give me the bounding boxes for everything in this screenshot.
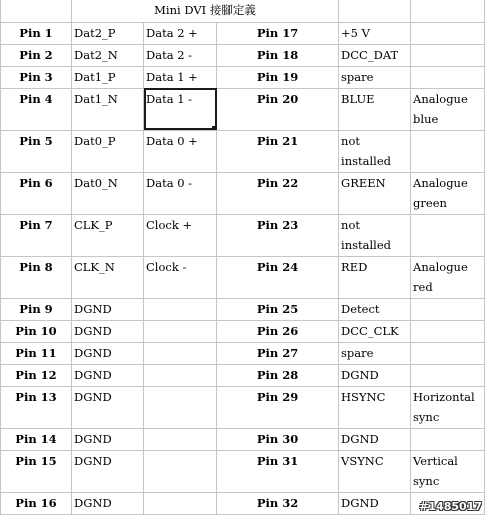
pin-number-left[interactable]: Pin 14 bbox=[1, 428, 72, 450]
signal-left[interactable]: DGND bbox=[72, 492, 144, 514]
signal-right[interactable]: DCC_DAT bbox=[339, 44, 411, 66]
fill-handle[interactable] bbox=[212, 126, 217, 131]
description-left[interactable]: Data 2 - bbox=[144, 44, 217, 66]
signal-left[interactable]: Dat1_P bbox=[72, 66, 144, 88]
signal-right[interactable]: not installed bbox=[339, 130, 411, 172]
pin-number-left[interactable]: Pin 11 bbox=[1, 342, 72, 364]
pin-row bbox=[1, 450, 485, 492]
pin-row bbox=[1, 298, 485, 320]
cell-blank[interactable] bbox=[411, 0, 485, 22]
signal-left[interactable]: DGND bbox=[72, 428, 144, 450]
pin-row bbox=[1, 22, 485, 44]
description-left[interactable] bbox=[144, 364, 217, 386]
signal-left[interactable]: Dat2_P bbox=[72, 22, 144, 44]
pin-number-left[interactable]: Pin 5 bbox=[1, 130, 72, 172]
pin-number-right[interactable]: Pin 21 bbox=[217, 130, 339, 172]
description-left[interactable] bbox=[144, 492, 217, 514]
signal-left[interactable]: DGND bbox=[72, 386, 144, 428]
pin-row bbox=[1, 44, 485, 66]
description-left[interactable] bbox=[144, 298, 217, 320]
pin-row bbox=[1, 88, 485, 130]
pin-number-right[interactable]: Pin 20 bbox=[217, 88, 339, 130]
signal-right[interactable]: DCC_CLK bbox=[339, 320, 411, 342]
signal-right[interactable]: BLUE bbox=[339, 88, 411, 130]
pin-number-left[interactable]: Pin 1 bbox=[1, 22, 72, 44]
pin-row bbox=[1, 172, 485, 214]
pin-number-left[interactable]: Pin 3 bbox=[1, 66, 72, 88]
note-right[interactable] bbox=[411, 320, 485, 342]
pin-number-left[interactable]: Pin 10 bbox=[1, 320, 72, 342]
pin-number-right[interactable]: Pin 19 bbox=[217, 66, 339, 88]
pin-number-right[interactable]: Pin 22 bbox=[217, 172, 339, 214]
pin-number-right[interactable]: Pin 26 bbox=[217, 320, 339, 342]
description-left[interactable]: Clock + bbox=[144, 214, 217, 256]
note-right[interactable]: Horizontal sync bbox=[411, 386, 485, 428]
pin-row bbox=[1, 214, 485, 256]
note-right[interactable] bbox=[411, 44, 485, 66]
signal-left[interactable]: CLK_P bbox=[72, 214, 144, 256]
pin-number-right[interactable]: Pin 24 bbox=[217, 256, 339, 298]
watermark-id: #1485017 bbox=[419, 500, 482, 513]
pin-row bbox=[1, 320, 485, 342]
signal-right[interactable]: GREEN bbox=[339, 172, 411, 214]
note-right[interactable] bbox=[411, 428, 485, 450]
pin-number-right[interactable]: Pin 32 bbox=[217, 492, 339, 514]
signal-left[interactable]: DGND bbox=[72, 320, 144, 342]
signal-left[interactable]: CLK_N bbox=[72, 256, 144, 298]
signal-left[interactable]: DGND bbox=[72, 364, 144, 386]
description-left[interactable] bbox=[144, 428, 217, 450]
pin-row bbox=[1, 364, 485, 386]
pin-row bbox=[1, 66, 485, 88]
note-right[interactable] bbox=[411, 66, 485, 88]
signal-left[interactable]: DGND bbox=[72, 298, 144, 320]
pin-row bbox=[1, 130, 485, 172]
description-left[interactable]: Data 0 + bbox=[144, 130, 217, 172]
note-right[interactable] bbox=[411, 298, 485, 320]
note-right[interactable]: Analogue red bbox=[411, 256, 485, 298]
pin-number-right[interactable]: Pin 17 bbox=[217, 22, 339, 44]
pin-number-left[interactable]: Pin 8 bbox=[1, 256, 72, 298]
signal-right[interactable]: DGND bbox=[339, 492, 411, 514]
pin-row bbox=[1, 256, 485, 298]
pin-number-left[interactable]: Pin 15 bbox=[1, 450, 72, 492]
signal-left[interactable]: DGND bbox=[72, 450, 144, 492]
signal-left[interactable]: Dat0_N bbox=[72, 172, 144, 214]
note-right[interactable] bbox=[411, 22, 485, 44]
pin-number-right[interactable]: Pin 25 bbox=[217, 298, 339, 320]
signal-right[interactable]: DGND bbox=[339, 364, 411, 386]
pin-row bbox=[1, 492, 485, 514]
pin-number-right[interactable]: Pin 23 bbox=[217, 214, 339, 256]
note-right[interactable]: Analogue green bbox=[411, 172, 485, 214]
description-left[interactable]: Data 2 + bbox=[144, 22, 217, 44]
signal-right[interactable]: not installed bbox=[339, 214, 411, 256]
signal-right[interactable]: spare bbox=[339, 342, 411, 364]
pin-number-left[interactable]: Pin 12 bbox=[1, 364, 72, 386]
description-left[interactable]: Data 0 - bbox=[144, 172, 217, 214]
pin-row bbox=[1, 342, 485, 364]
note-right[interactable] bbox=[411, 130, 485, 172]
title-row bbox=[1, 0, 485, 22]
pin-number-left[interactable]: Pin 2 bbox=[1, 44, 72, 66]
description-left[interactable]: Data 1 - bbox=[144, 88, 217, 130]
pin-number-left[interactable]: Pin 6 bbox=[1, 172, 72, 214]
pin-number-left[interactable]: Pin 16 bbox=[1, 492, 72, 514]
pin-number-left[interactable]: Pin 9 bbox=[1, 298, 72, 320]
signal-left[interactable]: Dat0_P bbox=[72, 130, 144, 172]
sheet-title[interactable]: Mini DVI 接腳定義 bbox=[72, 0, 339, 22]
cell-blank[interactable] bbox=[1, 0, 72, 22]
cell-blank[interactable] bbox=[339, 0, 411, 22]
description-left[interactable]: Data 1 + bbox=[144, 66, 217, 88]
note-right[interactable] bbox=[411, 214, 485, 256]
pin-row bbox=[1, 386, 485, 428]
pin-number-right[interactable]: Pin 29 bbox=[217, 386, 339, 428]
pin-number-left[interactable]: Pin 13 bbox=[1, 386, 72, 428]
pin-number-right[interactable]: Pin 27 bbox=[217, 342, 339, 364]
description-left[interactable]: Clock - bbox=[144, 256, 217, 298]
signal-left[interactable]: Dat1_N bbox=[72, 88, 144, 130]
description-left[interactable] bbox=[144, 342, 217, 364]
signal-right[interactable]: Detect bbox=[339, 298, 411, 320]
note-right[interactable] bbox=[411, 364, 485, 386]
pin-number-left[interactable]: Pin 4 bbox=[1, 88, 72, 130]
note-right[interactable] bbox=[411, 342, 485, 364]
note-right[interactable]: Analogue blue bbox=[411, 88, 485, 130]
signal-right[interactable]: RED bbox=[339, 256, 411, 298]
signal-right[interactable]: VSYNC bbox=[339, 450, 411, 492]
signal-right[interactable]: spare bbox=[339, 66, 411, 88]
signal-right[interactable]: HSYNC bbox=[339, 386, 411, 428]
description-left[interactable] bbox=[144, 320, 217, 342]
description-left[interactable] bbox=[144, 450, 217, 492]
pin-number-right[interactable]: Pin 31 bbox=[217, 450, 339, 492]
pin-number-right[interactable]: Pin 28 bbox=[217, 364, 339, 386]
signal-left[interactable]: DGND bbox=[72, 342, 144, 364]
description-left[interactable] bbox=[144, 386, 217, 428]
pin-row bbox=[1, 428, 485, 450]
signal-right[interactable]: DGND bbox=[339, 428, 411, 450]
note-right[interactable]: Vertical sync bbox=[411, 450, 485, 492]
pin-number-left[interactable]: Pin 7 bbox=[1, 214, 72, 256]
signal-left[interactable]: Dat2_N bbox=[72, 44, 144, 66]
pin-number-right[interactable]: Pin 18 bbox=[217, 44, 339, 66]
signal-right[interactable]: +5 V bbox=[339, 22, 411, 44]
pin-number-right[interactable]: Pin 30 bbox=[217, 428, 339, 450]
